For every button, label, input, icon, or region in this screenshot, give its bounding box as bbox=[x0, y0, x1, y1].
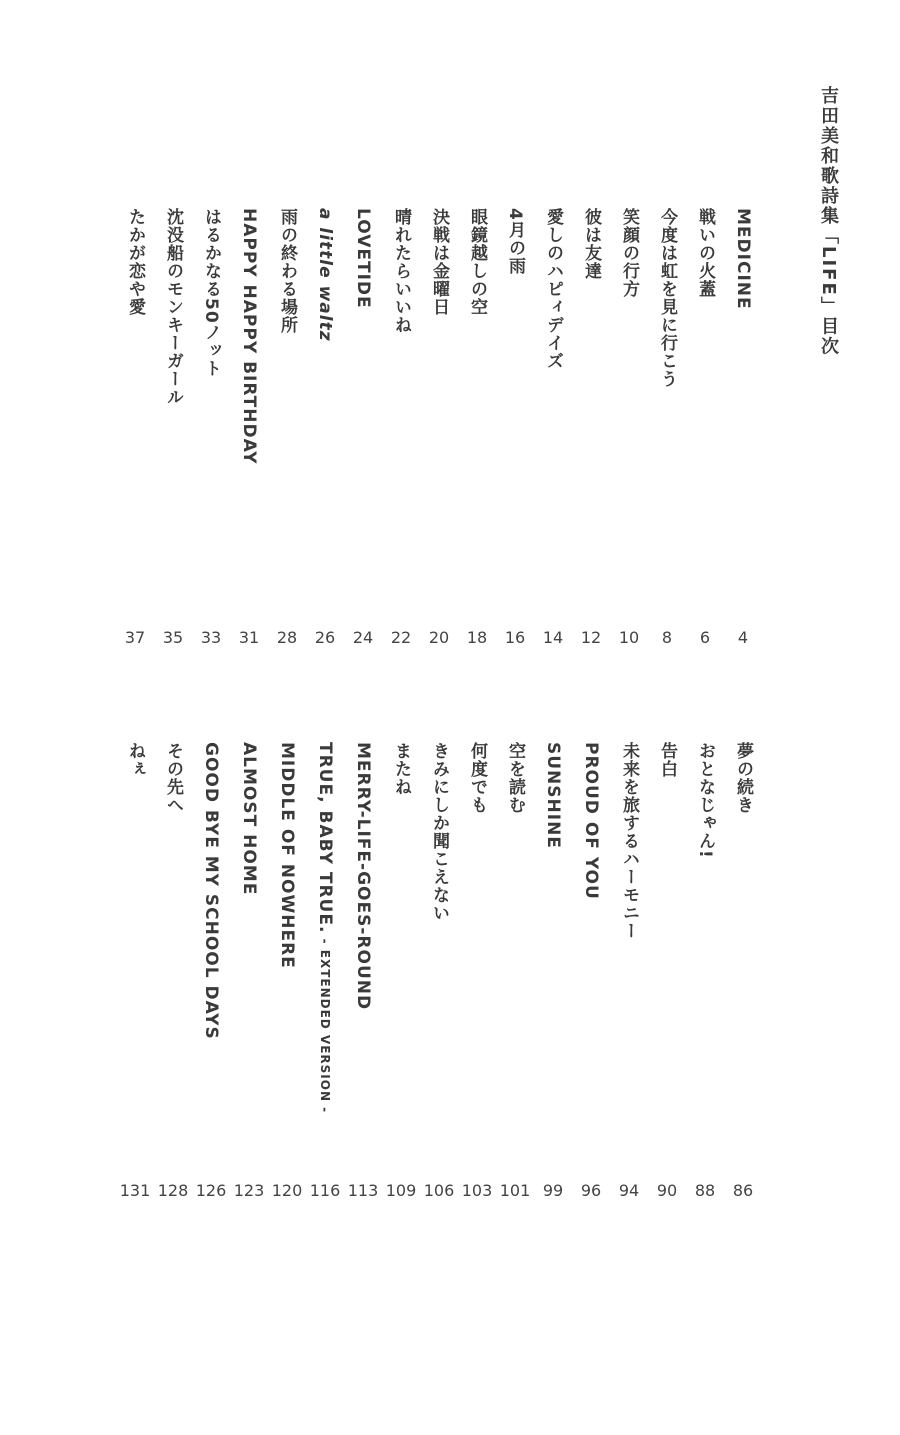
page-number: 94 bbox=[618, 1181, 640, 1200]
toc-title: GOOD BYE MY SCHOOL DAYS bbox=[201, 742, 221, 1040]
page-number: 16 bbox=[504, 628, 526, 647]
toc-title: はるかなる50ノット bbox=[201, 208, 221, 378]
toc-title: MEDICINE bbox=[733, 208, 753, 310]
toc-title: ALMOST HOME bbox=[239, 742, 259, 896]
toc-title: 彼は友達 bbox=[581, 208, 601, 280]
page-number: 120 bbox=[271, 1181, 303, 1200]
page-number: 131 bbox=[119, 1181, 151, 1200]
page-number: 37 bbox=[124, 628, 146, 647]
toc-title: 眼鏡越しの空 bbox=[467, 208, 487, 316]
page-number: 126 bbox=[195, 1181, 227, 1200]
toc-title: またね bbox=[391, 742, 411, 796]
page-number: 20 bbox=[428, 628, 450, 647]
page-number: 128 bbox=[157, 1181, 189, 1200]
page-number: 18 bbox=[466, 628, 488, 647]
page-number: 31 bbox=[238, 628, 260, 647]
page-number: 6 bbox=[699, 628, 711, 647]
toc-title: ねぇ bbox=[125, 742, 145, 778]
toc-title: SUNSHINE bbox=[543, 742, 563, 849]
toc-title: 告白 bbox=[657, 742, 677, 778]
page-number: 90 bbox=[656, 1181, 678, 1200]
toc-title-main: TRUE, BABY TRUE. bbox=[315, 742, 335, 934]
toc-title: 4月の雨 bbox=[505, 208, 525, 275]
page-number: 35 bbox=[162, 628, 184, 647]
page-number: 123 bbox=[233, 1181, 265, 1200]
toc-title: 何度でも bbox=[467, 742, 487, 814]
toc-title: たかが恋や愛 bbox=[125, 208, 145, 316]
toc-title: きみにしか聞こえない bbox=[429, 742, 449, 922]
page-number: 10 bbox=[618, 628, 640, 647]
toc-title: 戦いの火蓋 bbox=[695, 208, 715, 298]
toc-title: LOVETIDE bbox=[353, 208, 373, 309]
page-number: 116 bbox=[309, 1181, 341, 1200]
toc-title: その先へ bbox=[163, 742, 183, 814]
toc-title: 沈没船のモンキーガール bbox=[163, 208, 183, 406]
toc-title: MERRY-LIFE-GOES-ROUND bbox=[353, 742, 373, 1011]
page-number: 96 bbox=[580, 1181, 602, 1200]
page-number: 26 bbox=[314, 628, 336, 647]
toc-title-suffix: - EXTENDED VERSION - bbox=[318, 933, 332, 1114]
page-number: 4 bbox=[737, 628, 749, 647]
toc-title: 夢の続き bbox=[733, 742, 753, 814]
page-number: 33 bbox=[200, 628, 222, 647]
page-number: 14 bbox=[542, 628, 564, 647]
page-number: 12 bbox=[580, 628, 602, 647]
page-number: 86 bbox=[732, 1181, 754, 1200]
page-number: 99 bbox=[542, 1181, 564, 1200]
toc-title: HAPPY HAPPY BIRTHDAY bbox=[239, 208, 259, 465]
toc-title: 雨の終わる場所 bbox=[277, 208, 297, 334]
toc-title: 愛しのハピィデイズ bbox=[543, 208, 563, 370]
toc-title: MIDDLE OF NOWHERE bbox=[277, 742, 297, 969]
page-number: 24 bbox=[352, 628, 374, 647]
toc-title: PROUD OF YOU bbox=[581, 742, 601, 900]
book-title: 吉田美和歌詩集「LIFE」目次 bbox=[818, 86, 839, 357]
toc-title: 決戦は金曜日 bbox=[429, 208, 449, 316]
toc-title: 笑顔の行方 bbox=[619, 208, 639, 298]
page-number: 28 bbox=[276, 628, 298, 647]
page-number: 109 bbox=[385, 1181, 417, 1200]
page-number: 103 bbox=[461, 1181, 493, 1200]
page-number: 101 bbox=[499, 1181, 531, 1200]
page-number: 22 bbox=[390, 628, 412, 647]
toc-title: 今度は虹を見に行こう bbox=[657, 208, 677, 388]
toc-title bbox=[313, 742, 337, 1113]
page-number: 113 bbox=[347, 1181, 379, 1200]
toc-title: a little waltz bbox=[315, 208, 335, 342]
page-number: 8 bbox=[661, 628, 673, 647]
toc-title: 晴れたらいいね bbox=[391, 208, 411, 334]
toc-title: 空を読む bbox=[505, 742, 525, 814]
page-number: 106 bbox=[423, 1181, 455, 1200]
page-number: 88 bbox=[694, 1181, 716, 1200]
toc-title: 未来を旅するハーモニー bbox=[619, 742, 639, 940]
toc-title: おとなじゃん! bbox=[695, 742, 715, 859]
